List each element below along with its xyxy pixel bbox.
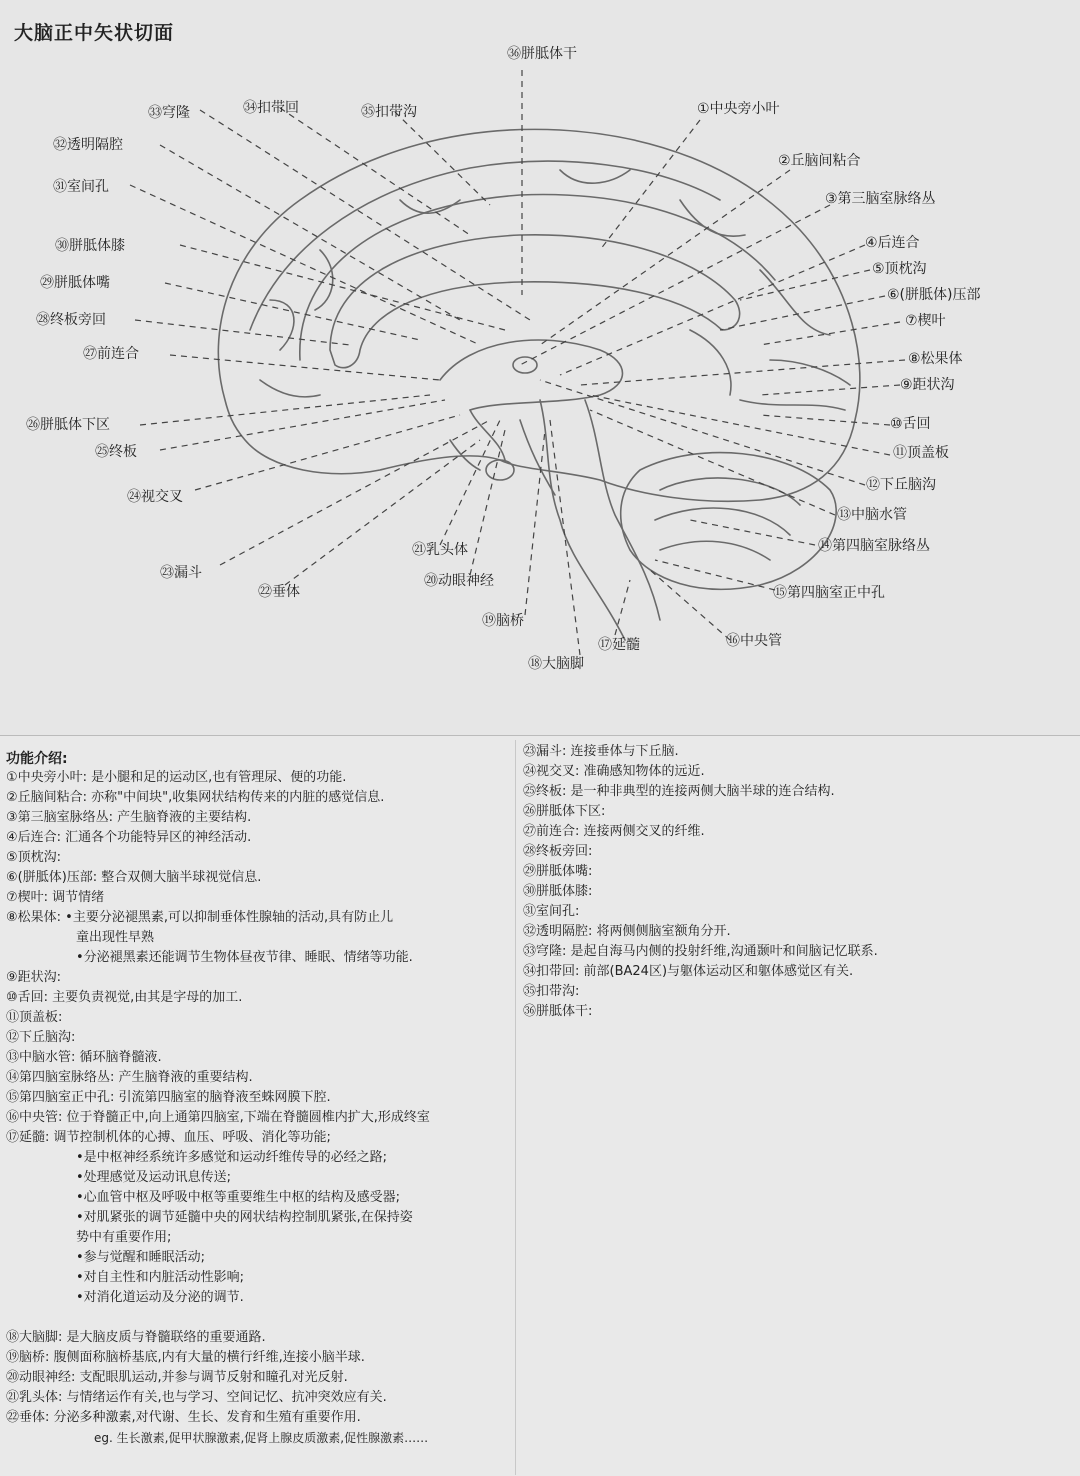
function-note: ⑦楔叶: 调节情绪 — [6, 890, 105, 905]
function-note: ⑭第四脑室脉络丛: 产生脑脊液的重要结构. — [6, 1070, 253, 1085]
column-divider — [515, 740, 516, 1475]
function-note: ㉓漏斗: 连接垂体与下丘脑. — [523, 744, 679, 759]
label-26: ㉖胼胝体下区 — [26, 417, 110, 433]
function-note: ①中央旁小叶: 是小腿和足的运动区,也有管理尿、便的功能. — [6, 770, 347, 785]
function-note: ⑯中央管: 位于脊髓正中,向上通第四脑室,下端在脊髓圆椎内扩大,形成终室 — [6, 1110, 430, 1125]
function-note: ⑩舌回: 主要负责视觉,由其是字母的加工. — [6, 990, 243, 1005]
label-33: ㉝穹隆 — [148, 105, 190, 121]
function-note: ㉔视交叉: 准确感知物体的远近. — [523, 764, 705, 779]
function-note: •对自主性和内脏活动性影响; — [76, 1270, 245, 1285]
function-note: ⑨距状沟: — [6, 970, 62, 985]
label-31: ㉛室间孔 — [53, 179, 109, 195]
function-note: ⑥(胼胝体)压部: 整合双侧大脑半球视觉信息. — [6, 870, 262, 885]
label-22: ㉒垂体 — [258, 584, 300, 600]
label-21: ㉑乳头体 — [412, 542, 468, 558]
label-13: ⑬中脑水管 — [837, 507, 907, 523]
function-note: ㉙胼胝体嘴: — [523, 864, 593, 879]
function-note: •心血管中枢及呼吸中枢等重要维生中枢的结构及感受器; — [76, 1190, 401, 1205]
function-note: ⑳动眼神经: 支配眼肌运动,并参与调节反射和瞳孔对光反射. — [6, 1370, 348, 1385]
function-note: ⑫下丘脑沟: — [6, 1030, 76, 1045]
function-note: ㉛室间孔: — [523, 904, 580, 919]
label-23: ㉓漏斗 — [160, 565, 202, 581]
label-30: ㉚胼胝体膝 — [55, 238, 125, 254]
function-note: ㉕终板: 是一种非典型的连接两侧大脑半球的连合结构. — [523, 784, 835, 799]
function-note: ㉑乳头体: 与情绪运作有关,也与学习、空间记忆、抗冲突效应有关. — [6, 1390, 387, 1405]
functions-title: 功能介绍: — [6, 751, 68, 767]
label-24: ㉔视交叉 — [127, 489, 183, 505]
function-note: ㉜透明隔腔: 将两侧侧脑室额角分开. — [523, 924, 731, 939]
function-note — [6, 1308, 514, 1328]
label-35: ㉟扣带沟 — [361, 104, 417, 120]
label-16: ⑯中央管 — [726, 633, 782, 649]
label-5: ⑤顶枕沟 — [872, 261, 927, 277]
label-10: ⑩舌回 — [890, 416, 931, 432]
label-12: ⑫下丘脑沟 — [866, 477, 936, 493]
functions-left-column — [6, 768, 514, 1448]
function-note: ⑰延髓: 调节控制机体的心搏、血压、呼吸、消化等功能; — [6, 1130, 331, 1145]
label-11: ⑪顶盖板 — [893, 445, 949, 461]
label-4: ④后连合 — [865, 235, 920, 251]
function-note: 童出现性早熟 — [76, 930, 155, 945]
function-note: ⑬中脑水管: 循环脑脊髓液. — [6, 1050, 162, 1065]
label-6: ⑥(胼胝体)压部 — [887, 287, 981, 303]
function-note: ⑤顶枕沟: — [6, 850, 62, 865]
function-note: ㉚胼胝体膝: — [523, 884, 593, 899]
function-note: ④后连合: 汇通各个功能特异区的神经活动. — [6, 830, 252, 845]
label-17: ⑰延髓 — [598, 637, 640, 653]
function-note: •参与觉醒和睡眠活动; — [76, 1250, 206, 1265]
label-36: ㊱胼胝体干 — [507, 46, 577, 62]
function-note: •分泌褪黑素还能调节生物体昼夜节律、睡眠、情绪等功能. — [76, 950, 413, 965]
function-note: ⑮第四脑室正中孔: 引流第四脑室的脑脊液至蛛网膜下腔. — [6, 1090, 331, 1105]
function-note: eg. 生长激素,促甲状腺激素,促肾上腺皮质激素,促性腺激素…… — [94, 1431, 429, 1445]
function-note: ㉝穹隆: 是起自海马内侧的投射纤维,沟通颞叶和间脑记忆联系. — [523, 944, 878, 959]
function-note: ②丘脑间粘合: 亦称"中间块",收集网状结构传来的内脏的感觉信息. — [6, 790, 385, 805]
function-note: •对消化道运动及分泌的调节. — [76, 1290, 244, 1305]
function-note: ㉞扣带回: 前部(BA24区)与躯体运动区和躯体感觉区有关. — [523, 964, 854, 979]
label-15: ⑮第四脑室正中孔 — [773, 585, 885, 601]
functions-right-column — [523, 742, 1073, 1022]
function-note: •是中枢神经系统许多感觉和运动纤维传导的必经之路; — [76, 1150, 388, 1165]
function-note: •处理感觉及运动讯息传送; — [76, 1170, 232, 1185]
label-20: ⑳动眼神经 — [424, 573, 494, 589]
function-note: 势中有重要作用; — [76, 1230, 172, 1245]
function-note: ㉒垂体: 分泌多种激素,对代谢、生长、发育和生殖有重要作用. — [6, 1410, 361, 1425]
label-2: ②丘脑间粘合 — [778, 153, 861, 169]
function-note: ⑪顶盖板: — [6, 1010, 63, 1025]
label-27: ㉗前连合 — [83, 346, 139, 362]
label-19: ⑲脑桥 — [482, 613, 524, 629]
function-note: ⑲脑桥: 腹侧面称脑桥基底,内有大量的横行纤维,连接小脑半球. — [6, 1350, 365, 1365]
label-7: ⑦楔叶 — [905, 313, 946, 329]
function-note: •对肌紧张的调节延髓中央的网状结构控制肌紧张,在保持姿 — [76, 1210, 413, 1225]
label-25: ㉕终板 — [95, 444, 137, 460]
function-note: ⑧松果体: •主要分泌褪黑素,可以抑制垂体性腺轴的活动,具有防止儿 — [6, 910, 394, 925]
function-note: ㉘终板旁回: — [523, 844, 593, 859]
label-34: ㉞扣带回 — [243, 100, 299, 116]
function-note: ㊱胼胝体干: — [523, 1004, 593, 1019]
label-29: ㉙胼胝体嘴 — [40, 275, 110, 291]
function-note: ⑱大脑脚: 是大脑皮质与脊髓联络的重要通路. — [6, 1330, 266, 1345]
function-note: ㉗前连合: 连接两侧交叉的纤维. — [523, 824, 705, 839]
label-8: ⑧松果体 — [908, 351, 963, 367]
label-18: ⑱大脑脚 — [528, 656, 584, 672]
label-1: ①中央旁小叶 — [697, 101, 780, 117]
label-3: ③第三脑室脉络丛 — [825, 191, 936, 207]
label-32: ㉜透明隔腔 — [53, 137, 123, 153]
function-note: ③第三脑室脉络丛: 产生脑脊液的主要结构. — [6, 810, 252, 825]
label-14: ⑭第四脑室脉络丛 — [818, 538, 930, 554]
function-note: ㉖胼胝体下区: — [523, 804, 606, 819]
label-9: ⑨距状沟 — [900, 377, 955, 393]
label-28: ㉘终板旁回 — [36, 312, 106, 328]
page-title: 大脑正中矢状切面 — [14, 22, 175, 44]
function-note: ㉟扣带沟: — [523, 984, 580, 999]
